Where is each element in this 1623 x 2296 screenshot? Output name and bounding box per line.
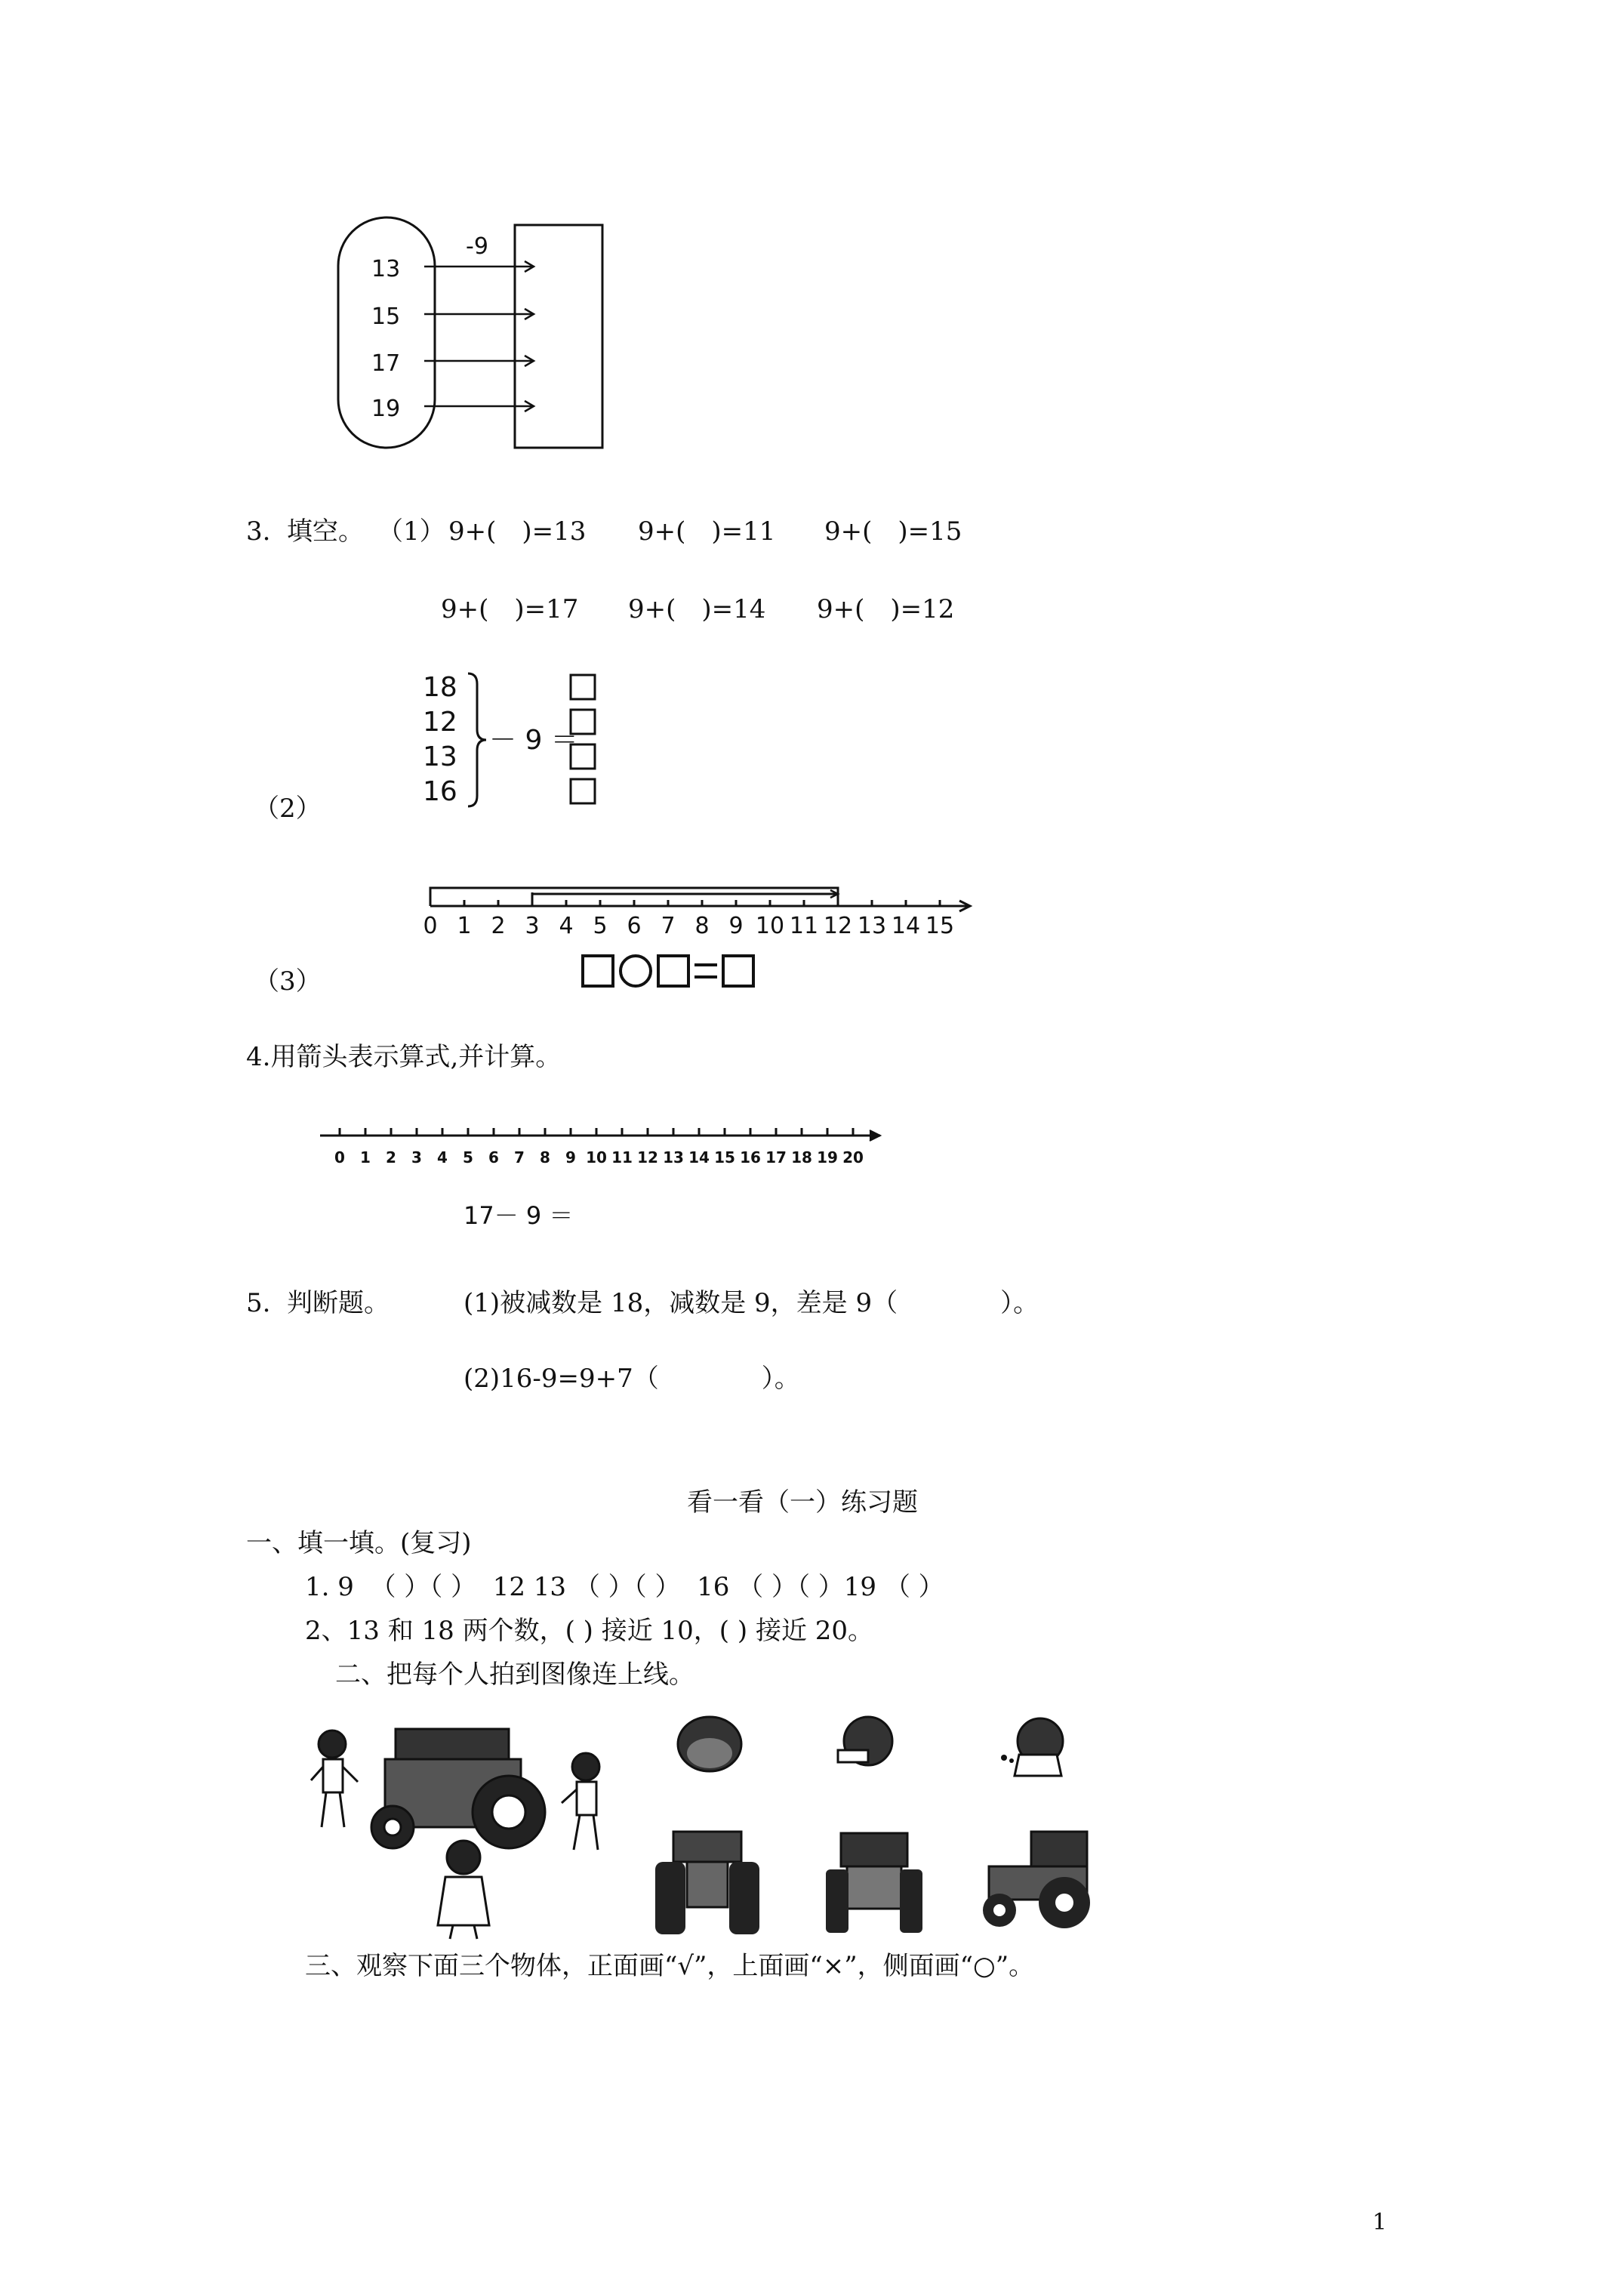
q3-part2-label: （2） — [254, 794, 322, 824]
child-head-view-1 — [664, 1706, 755, 1782]
tick-label: 11 — [789, 913, 819, 939]
section-title: 看一看（一）练习题 — [687, 1487, 918, 1518]
q3-eq-6: 9+( )=12 — [817, 594, 955, 624]
child-left — [311, 1730, 358, 1827]
brace-number-2: 12 — [423, 707, 457, 738]
q3-part3-label: （3） — [254, 966, 322, 997]
tick-label: 14 — [688, 1148, 710, 1166]
tractor-top-view — [821, 1827, 927, 1940]
tick-label: 8 — [694, 913, 710, 939]
tractor-front-view — [651, 1827, 764, 1940]
q5-title: 5. 判断题。 — [246, 1288, 390, 1318]
number-line-0-15 — [423, 876, 996, 959]
tick-label: 12 — [637, 1148, 658, 1166]
equation-box-1[interactable] — [581, 954, 614, 988]
result-box — [515, 225, 602, 448]
q5-item-1: (1)被减数是 18，减数是 9，差是 9（ ）。 — [463, 1288, 1039, 1318]
tick-label: 7 — [661, 913, 676, 939]
q4-expression: 17－ 9 ＝ — [463, 1201, 574, 1230]
tick-label: 0 — [423, 913, 438, 939]
answer-square-4[interactable] — [571, 779, 595, 803]
subtraction-mapping-diagram — [332, 211, 619, 461]
mapping-arrows — [424, 261, 534, 411]
q3-eq-3: 9+( )=15 — [824, 516, 962, 547]
tick-label: 14 — [891, 913, 921, 939]
child-head-view-3 — [989, 1706, 1079, 1782]
q3-title: 3. 填空。 — [246, 516, 365, 547]
tick-label: 5 — [593, 913, 608, 939]
brace-subtraction-diagram — [420, 664, 616, 815]
brace-number-4: 16 — [423, 776, 457, 807]
tick-label: 1 — [360, 1148, 371, 1166]
tick-label: 6 — [627, 913, 642, 939]
tick-label: 3 — [525, 913, 540, 939]
tick-label: 8 — [540, 1148, 550, 1166]
tick-label: 19 — [817, 1148, 838, 1166]
input-number-4: 19 — [371, 396, 401, 422]
child-right — [562, 1753, 599, 1850]
tick-label: 2 — [386, 1148, 396, 1166]
number-line-0-20 — [317, 1117, 876, 1178]
equals-sign — [694, 963, 717, 978]
section-fill-2: 2、13 和 18 两个数，( ) 接近 10，( ) 接近 20。 — [305, 1616, 874, 1646]
q4-title: 4.用箭头表示算式,并计算。 — [246, 1042, 562, 1072]
q3-part1-label: （1） — [377, 516, 445, 547]
tick-label: 17 — [765, 1148, 787, 1166]
tractor-large — [371, 1729, 545, 1848]
tick-label: 16 — [740, 1148, 761, 1166]
tick-label: 4 — [559, 913, 574, 939]
tick-label: 20 — [842, 1148, 864, 1166]
brace-number-1: 18 — [423, 672, 457, 703]
q3-eq-4: 9+( )=17 — [441, 594, 579, 624]
tick-label: 4 — [437, 1148, 448, 1166]
q3-eq-5: 9+( )=14 — [628, 594, 766, 624]
tick-label: 3 — [411, 1148, 422, 1166]
tick-label: 11 — [611, 1148, 633, 1166]
tick-label: 15 — [925, 913, 955, 939]
input-number-1: 13 — [371, 256, 401, 282]
section-part2-heading: 二、把每个人拍到图像连上线。 — [335, 1660, 694, 1690]
tick-label: 9 — [565, 1148, 576, 1166]
equation-box-2[interactable] — [657, 954, 690, 988]
tick-label: 10 — [586, 1148, 607, 1166]
brace-number-3: 13 — [423, 741, 457, 772]
child-head-view-2 — [823, 1706, 906, 1782]
tick-label: 13 — [663, 1148, 684, 1166]
tick-label: 7 — [514, 1148, 525, 1166]
section-fill-1: 1. 9 （ ）（ ） 12 13 （ ）（ ） 16 （ ）（ ）19 （ ） — [305, 1572, 944, 1602]
brace-operation: － 9 ＝ — [489, 725, 578, 756]
input-number-3: 17 — [371, 350, 401, 377]
tick-label: 2 — [491, 913, 506, 939]
tick-label: 6 — [488, 1148, 499, 1166]
q3-eq-1: 9+( )=13 — [448, 516, 587, 547]
tick-label: 12 — [823, 913, 853, 939]
child-front — [438, 1841, 489, 1939]
tick-label: 1 — [457, 913, 472, 939]
tick-label: 18 — [791, 1148, 812, 1166]
tractor-side-view — [974, 1827, 1102, 1933]
axis-arrowhead — [870, 1130, 880, 1141]
right-brace — [468, 673, 486, 806]
input-number-2: 15 — [371, 304, 401, 330]
section-part1-heading: 一、填一填。(复习) — [246, 1528, 472, 1558]
equation-box-3[interactable] — [722, 954, 755, 988]
operator-circle[interactable] — [619, 954, 652, 988]
page-number: 1 — [1372, 2209, 1387, 2236]
section-part3-heading: 三、观察下面三个物体，正面画“√”，上面画“×”，侧面画“○”。 — [305, 1951, 1035, 1981]
q5-item-2: (2)16-9=9+7（ ）。 — [463, 1364, 800, 1394]
operation-label: -9 — [466, 233, 488, 260]
q3-eq-2: 9+( )=11 — [638, 516, 776, 547]
tick-label: 9 — [728, 913, 744, 939]
tick-label: 13 — [857, 913, 887, 939]
tick-label: 5 — [463, 1148, 473, 1166]
children-tractor-scene — [305, 1714, 622, 1940]
equation-boxes — [581, 951, 770, 991]
answer-square-1[interactable] — [571, 675, 595, 699]
tick-label: 0 — [334, 1148, 345, 1166]
tick-label: 10 — [755, 913, 785, 939]
tick-label: 15 — [714, 1148, 735, 1166]
